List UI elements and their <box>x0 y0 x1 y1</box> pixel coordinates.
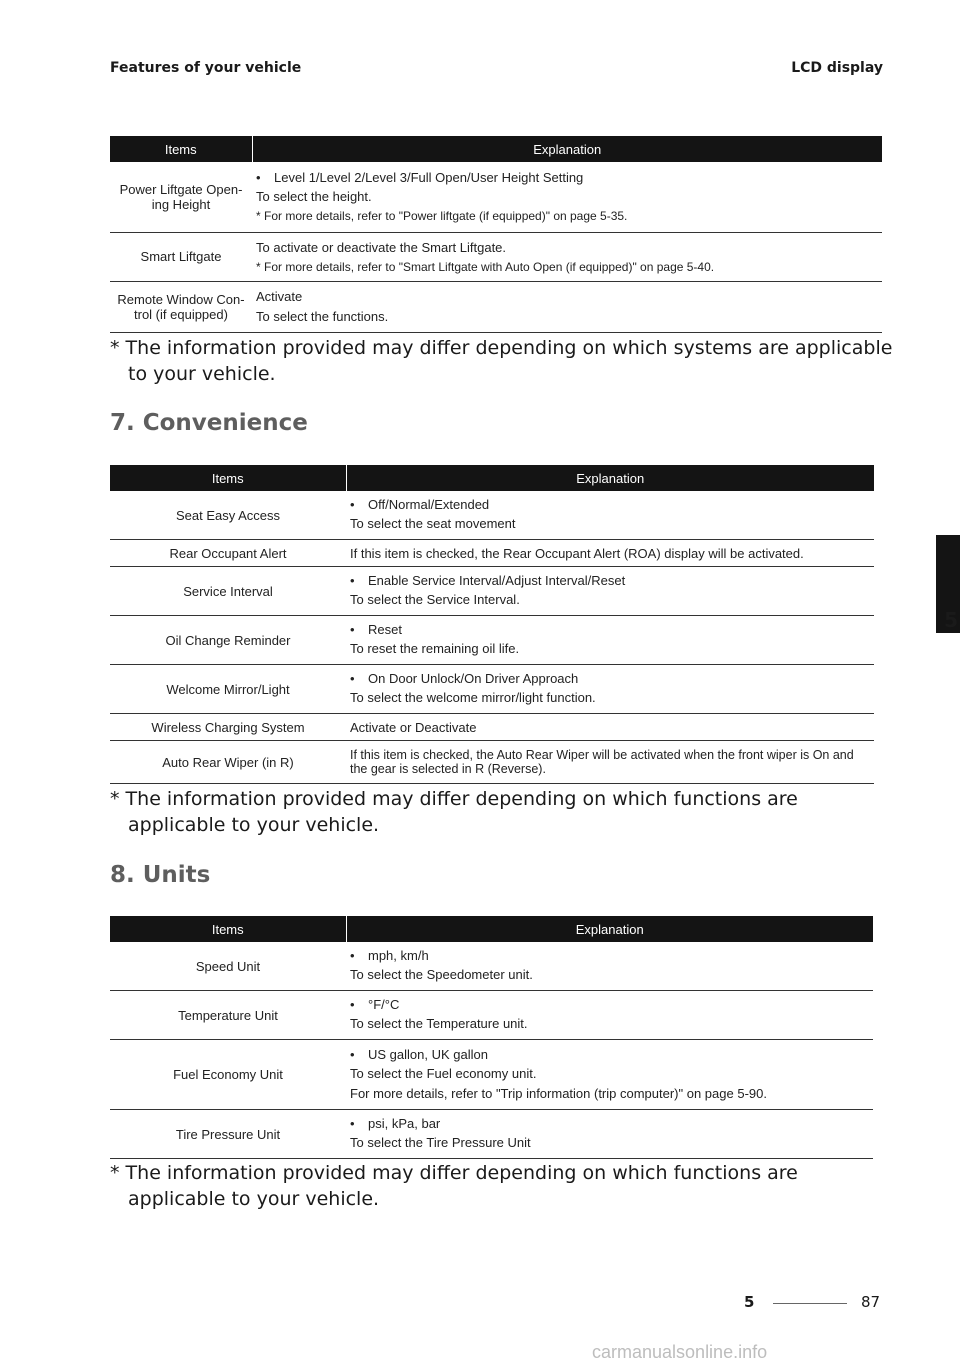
option-list: Enable Service Interval/Adjust Interval/Reset <box>368 573 626 588</box>
explanation-text: To select the Tire Pressure Unit <box>350 1135 531 1150</box>
explanation-text: If this item is checked, the Rear Occupant Alert (ROA) display will be activated. <box>346 540 874 567</box>
explanation-text: Activate <box>256 288 303 304</box>
option-list: °F/°C <box>368 997 400 1012</box>
table-header-row <box>110 465 874 491</box>
convenience-table <box>110 465 874 784</box>
item-name: Temperature Unit <box>110 991 346 1040</box>
item-name: Welcome Mirror/Light <box>110 665 346 714</box>
option-list: On Door Unlock/On Driver Approach <box>368 671 579 686</box>
option-list: US gallon, UK gallon <box>368 1046 488 1062</box>
explanation-text: To select the height. <box>256 188 372 204</box>
section-heading-convenience: 7. Convenience <box>110 410 308 436</box>
column-header-explanation: Explanation <box>252 136 882 162</box>
option-list: Reset <box>368 622 402 637</box>
column-header-items: Items <box>110 465 346 491</box>
reference-note: * For more details, refer to "Smart Liftgate with Auto Open (if equipped)" on page 5-40. <box>256 259 715 274</box>
item-name: Service Interval <box>110 567 346 616</box>
column-header-explanation: Explanation <box>346 465 874 491</box>
section-heading-units: 8. Units <box>110 862 211 888</box>
item-name: Remote Window Con-trol (if equipped) <box>110 281 252 332</box>
bullet-icon: • <box>350 997 355 1012</box>
option-list: Level 1/Level 2/Level 3/Full Open/User Height Setting <box>274 169 584 185</box>
table-row <box>110 232 882 281</box>
bullet-icon: • <box>350 671 355 686</box>
explanation-text: To activate or deactivate the Smart Liftgate. <box>256 239 507 255</box>
units-table <box>110 916 873 1159</box>
bullet-icon: • <box>256 169 261 185</box>
watermark-text: carmanualsonline.info <box>592 1342 768 1362</box>
table-header-row <box>110 916 873 942</box>
explanation-text: If this item is checked, the Auto Rear Wiper will be activated when the front wiper is On and the gear is selected in R (Reverse). <box>346 741 874 784</box>
item-name: Seat Easy Access <box>110 491 346 540</box>
column-header-items: Items <box>110 916 346 942</box>
table-row <box>110 281 882 332</box>
bullet-icon: • <box>350 1046 355 1062</box>
header-topic-title: LCD display <box>791 60 883 76</box>
explanation-text: To select the functions. <box>256 308 389 324</box>
footer-page-number: 87 <box>861 1293 881 1311</box>
reference-note: * For more details, refer to "Power liftgate (if equipped)" on page 5-35. <box>256 208 628 223</box>
item-name: Fuel Economy Unit <box>110 1040 346 1110</box>
bullet-icon: • <box>350 948 355 963</box>
item-name: Smart Liftgate <box>110 232 252 281</box>
table-row <box>110 741 874 784</box>
item-name: Tire Pressure Unit <box>110 1110 346 1159</box>
chapter-tab-number: 5 <box>944 608 958 632</box>
explanation-text: To select the Speedometer unit. <box>350 967 533 982</box>
item-name: Auto Rear Wiper (in R) <box>110 741 346 784</box>
header-section-title: Features of your vehicle <box>110 60 302 76</box>
explanation-text: To select the Service Interval. <box>350 592 520 607</box>
table-row <box>110 665 874 714</box>
explanation-text: To select the Temperature unit. <box>350 1016 528 1031</box>
explanation-text: To select the welcome mirror/light function. <box>350 690 596 705</box>
reference-note: For more details, refer to "Trip information (trip computer)" on page 5-90. <box>350 1085 767 1101</box>
footer-chapter-number: 5 <box>744 1293 755 1311</box>
option-list: mph, km/h <box>368 948 429 963</box>
explanation-text: To reset the remaining oil life. <box>350 641 520 656</box>
explanation-text: To select the seat movement <box>350 516 516 531</box>
option-list: psi, kPa, bar <box>368 1116 441 1131</box>
table-row <box>110 616 874 665</box>
footnote-systems: * The information provided may differ depending on which systems are applicable to your vehicle. <box>110 337 893 385</box>
table-header-row <box>110 136 882 162</box>
table-row <box>110 942 873 991</box>
table-row <box>110 540 874 567</box>
bullet-icon: • <box>350 573 355 588</box>
item-name: Speed Unit <box>110 942 346 991</box>
table-row <box>110 567 874 616</box>
column-header-explanation: Explanation <box>346 916 873 942</box>
option-list: Off/Normal/Extended <box>368 497 490 512</box>
bullet-icon: • <box>350 622 355 637</box>
footnote-functions: * The information provided may differ depending on which functions are applicable to your vehicle. <box>110 788 798 836</box>
item-name: Wireless Charging System <box>110 714 346 741</box>
column-header-items: Items <box>110 136 252 162</box>
footer-divider <box>773 1303 847 1304</box>
explanation-text: To select the Fuel economy unit. <box>350 1065 537 1081</box>
table-row <box>110 991 873 1040</box>
table-row <box>110 162 882 232</box>
item-name: Rear Occupant Alert <box>110 540 346 567</box>
table-row <box>110 1040 873 1110</box>
bullet-icon: • <box>350 497 355 512</box>
table-row <box>110 1110 873 1159</box>
bullet-icon: • <box>350 1116 355 1131</box>
table-row <box>110 714 874 741</box>
liftgate-settings-table <box>110 136 882 333</box>
item-name: Power Liftgate Open-ing Height <box>110 162 252 232</box>
footnote-functions: * The information provided may differ depending on which functions are applicable to your vehicle. <box>110 1162 798 1210</box>
table-row <box>110 491 874 540</box>
item-name: Oil Change Reminder <box>110 616 346 665</box>
explanation-text: Activate or Deactivate <box>346 714 874 741</box>
